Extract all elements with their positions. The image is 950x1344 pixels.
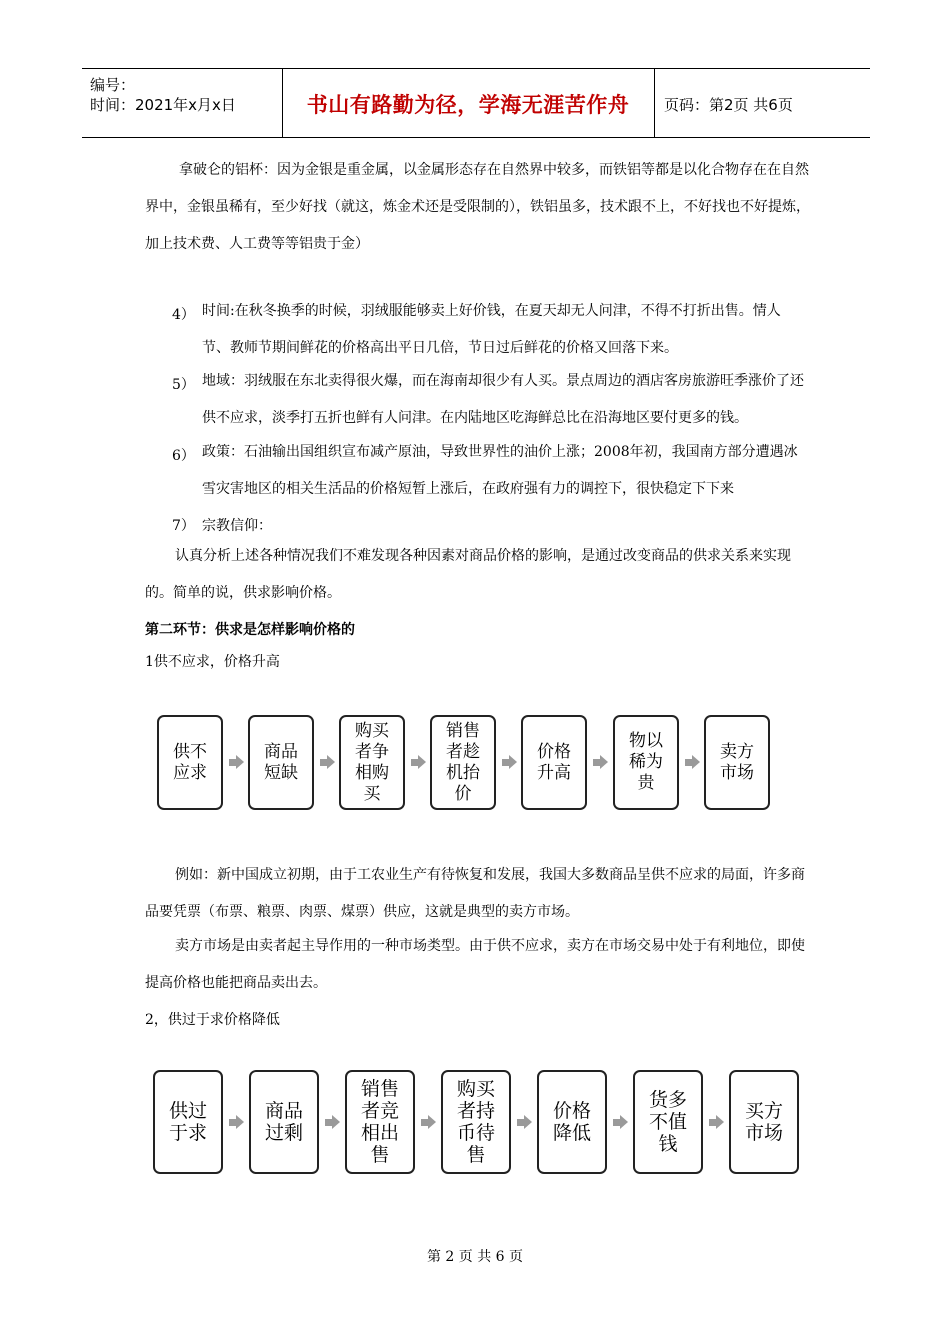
item-text: 地域：羽绒服在东北卖得很火爆，而在海南却很少有人买。景点周边的酒店客房旅游旺季涨价了还供不应求，淡季打五折也鲜有人问津。在内陆地区吃海鲜总比在沿海地区要付更多的钱。 (202, 373, 804, 426)
flow-box: 商品过剩 (249, 1070, 319, 1174)
subsection-heading: 2，供过于求价格降低 (145, 1012, 280, 1028)
flow-box: 供过于求 (153, 1070, 223, 1174)
item-text: 宗教信仰： (202, 518, 272, 534)
flow-box: 销售者竞相出售 (345, 1070, 415, 1174)
flow-box: 货多不值钱 (633, 1070, 703, 1174)
serial-label: 编号： (90, 76, 136, 94)
item-text: 时间:在秋冬换季的时候，羽绒服能够卖上好价钱，在夏天却无人问津，不得不打折出售。情人节、教师节期间鲜花的价格高出平日几倍，节日过后鲜花的价格又回落下来。 (202, 303, 781, 356)
item-number: 5） (172, 377, 195, 393)
flow-box: 供不应求 (157, 715, 223, 810)
header-meta (90, 75, 236, 115)
flow-box: 购买者持币待售 (441, 1070, 511, 1174)
example-paragraph: 例如：新中国成立初期，由于工农业生产有待恢复和发展，我国大多数商品呈供不应求的局面，许多商品要凭票（布票、粮票、肉票、煤票）供应，这就是典型的卖方市场。 (145, 867, 805, 920)
flow-box: 价格升高 (521, 715, 587, 810)
header-motto: 书山有路勤为径，学海无涯苦作舟 (306, 93, 630, 117)
document-header (82, 68, 870, 138)
seller-market-paragraph: 卖方市场是由卖者起主导作用的一种市场类型。由于供不应求，卖方在市场交易中处于有利地位，即使提高价格也能把商品卖出去。 (145, 938, 805, 991)
section-heading: 第二环节：供求是怎样影响价格的 (145, 622, 355, 638)
header-page-info: 页码：第2页 共6页 (664, 96, 793, 114)
item-number: 4） (172, 307, 195, 323)
flow-box: 物以稀为贵 (613, 715, 679, 810)
page-footer: 第 2 页 共 6 页 (426, 1249, 524, 1265)
flow-box: 价格降低 (537, 1070, 607, 1174)
flow-box: 商品短缺 (248, 715, 314, 810)
subsection-heading: 1供不应求，价格升高 (145, 654, 280, 670)
item-number: 7） (172, 518, 195, 534)
flow-box: 购买者争相购买 (339, 715, 405, 810)
intro-paragraph: 拿破仑的铝杯：因为金银是重金属，以金属形态存在自然界中较多，而铁铝等都是以化合物存在在自然界中，金银虽稀有，至少好找（就这，炼金术还是受限制的），铁铝虽多，技术跟不上，不好找也不好提炼，加上技术费、人工费等等铝贵于金） (145, 162, 810, 252)
conclusion-paragraph: 认真分析上述各种情况我们不难发现各种因素对商品价格的影响，是通过改变商品的供求关系来实现的。简单的说，供求影响价格。 (145, 548, 791, 601)
flow-box: 销售者趁机抬价 (430, 715, 496, 810)
flow-box: 买方市场 (729, 1070, 799, 1174)
flow-box: 卖方市场 (704, 715, 770, 810)
item-text: 政策：石油输出国组织宣布减产原油，导致世界性的油价上涨；2008年初，我国南方部分遭遇冰雪灾害地区的相关生活品的价格短暂上涨后，在政府强有力的调控下，很快稳定下下来 (202, 444, 798, 497)
item-number: 6） (172, 448, 195, 464)
date-line: 时间：2021年x月x日 (90, 96, 236, 114)
header-divider (654, 69, 655, 137)
